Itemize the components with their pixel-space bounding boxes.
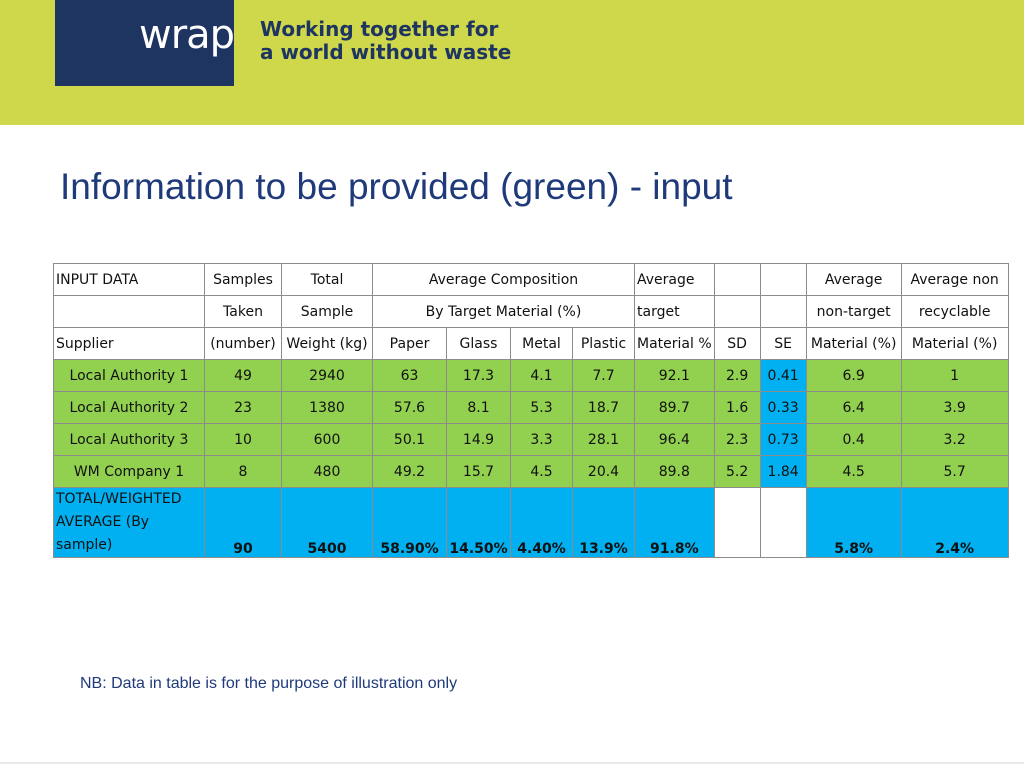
table-cell[interactable]: 1380 bbox=[282, 392, 373, 424]
supplier-cell[interactable]: Local Authority 2 bbox=[54, 392, 205, 424]
table-cell[interactable]: 2940 bbox=[282, 360, 373, 392]
header-cell: Plastic bbox=[573, 328, 635, 360]
header-cell: Supplier bbox=[54, 328, 205, 360]
table-cell[interactable]: 4.5 bbox=[806, 456, 901, 488]
header-cell: Glass bbox=[447, 328, 511, 360]
tagline-line-2: a world without waste bbox=[260, 40, 512, 64]
supplier-cell[interactable]: WM Company 1 bbox=[54, 456, 205, 488]
tagline-line-1: Working together for bbox=[260, 17, 499, 41]
table-cell[interactable]: 10 bbox=[205, 424, 282, 456]
table-cell[interactable]: 5.7 bbox=[901, 456, 1008, 488]
table-row bbox=[54, 456, 1009, 488]
table-cell[interactable]: 4.1 bbox=[511, 360, 573, 392]
table-cell[interactable]: 2.9 bbox=[714, 360, 760, 392]
slide-title: Information to be provided (green) - input bbox=[60, 166, 733, 207]
total-cell bbox=[714, 488, 760, 558]
header-cell: Average non bbox=[901, 264, 1008, 296]
table-cell[interactable]: 23 bbox=[205, 392, 282, 424]
header-cell: recyclable bbox=[901, 296, 1008, 328]
table-cell[interactable]: 89.7 bbox=[635, 392, 715, 424]
table-cell[interactable]: 2.3 bbox=[714, 424, 760, 456]
header-cell: Average bbox=[806, 264, 901, 296]
table-cell[interactable]: 89.8 bbox=[635, 456, 715, 488]
supplier-cell[interactable]: Local Authority 3 bbox=[54, 424, 205, 456]
header-row-2 bbox=[54, 296, 1009, 328]
input-data-table bbox=[53, 263, 1009, 558]
header-cell: Metal bbox=[511, 328, 573, 360]
total-cell: 5400 bbox=[282, 488, 373, 558]
header-cell: SE bbox=[760, 328, 806, 360]
header-cell: Average Composition bbox=[373, 264, 635, 296]
table-cell[interactable]: 8.1 bbox=[447, 392, 511, 424]
table-cell[interactable]: 1 bbox=[901, 360, 1008, 392]
total-cell: 13.9% bbox=[573, 488, 635, 558]
header-cell: Taken bbox=[205, 296, 282, 328]
header-cell: INPUT DATA bbox=[54, 264, 205, 296]
header-cell: Material % bbox=[635, 328, 715, 360]
table-cell[interactable]: 1.6 bbox=[714, 392, 760, 424]
header-cell bbox=[54, 296, 205, 328]
total-cell: 4.40% bbox=[511, 488, 573, 558]
table-cell[interactable]: 480 bbox=[282, 456, 373, 488]
table-row bbox=[54, 392, 1009, 424]
table-cell[interactable]: 1.84 bbox=[760, 456, 806, 488]
table-cell[interactable]: 0.33 bbox=[760, 392, 806, 424]
header-cell: Paper bbox=[373, 328, 447, 360]
table-cell[interactable]: 28.1 bbox=[573, 424, 635, 456]
total-cell bbox=[760, 488, 806, 558]
table-cell[interactable]: 0.41 bbox=[760, 360, 806, 392]
table-cell[interactable]: 17.3 bbox=[447, 360, 511, 392]
header-cell: SD bbox=[714, 328, 760, 360]
header-cell: Sample bbox=[282, 296, 373, 328]
header-cell: Material (%) bbox=[806, 328, 901, 360]
total-row bbox=[54, 488, 1009, 558]
total-cell: 58.90% bbox=[373, 488, 447, 558]
table-cell[interactable]: 3.2 bbox=[901, 424, 1008, 456]
table-cell[interactable]: 20.4 bbox=[573, 456, 635, 488]
table-cell[interactable]: 6.9 bbox=[806, 360, 901, 392]
header-cell: (number) bbox=[205, 328, 282, 360]
header-cell: target bbox=[635, 296, 715, 328]
table-cell[interactable]: 3.3 bbox=[511, 424, 573, 456]
header-cell: Material (%) bbox=[901, 328, 1008, 360]
header-cell: non-target bbox=[806, 296, 901, 328]
total-cell: 14.50% bbox=[447, 488, 511, 558]
tagline bbox=[260, 18, 511, 64]
header-cell bbox=[714, 296, 760, 328]
footer-divider bbox=[0, 762, 1024, 764]
header-cell bbox=[714, 264, 760, 296]
table-cell[interactable]: 18.7 bbox=[573, 392, 635, 424]
total-cell: 5.8% bbox=[806, 488, 901, 558]
table-cell[interactable]: 96.4 bbox=[635, 424, 715, 456]
table-cell[interactable]: 14.9 bbox=[447, 424, 511, 456]
total-label-cell: TOTAL/WEIGHTED AVERAGE (By sample) bbox=[54, 488, 205, 558]
table-cell[interactable]: 0.73 bbox=[760, 424, 806, 456]
table-cell[interactable]: 600 bbox=[282, 424, 373, 456]
table-cell[interactable]: 5.2 bbox=[714, 456, 760, 488]
table-cell[interactable]: 49.2 bbox=[373, 456, 447, 488]
total-cell: 91.8% bbox=[635, 488, 715, 558]
table-cell[interactable]: 49 bbox=[205, 360, 282, 392]
table-cell[interactable]: 57.6 bbox=[373, 392, 447, 424]
header-cell: Samples bbox=[205, 264, 282, 296]
total-cell: 2.4% bbox=[901, 488, 1008, 558]
table-cell[interactable]: 6.4 bbox=[806, 392, 901, 424]
table-cell[interactable]: 15.7 bbox=[447, 456, 511, 488]
table-cell[interactable]: 4.5 bbox=[511, 456, 573, 488]
wrap-logo[interactable] bbox=[55, 0, 234, 86]
header-cell bbox=[760, 296, 806, 328]
header-cell: By Target Material (%) bbox=[373, 296, 635, 328]
table-cell[interactable]: 7.7 bbox=[573, 360, 635, 392]
table-cell[interactable]: 63 bbox=[373, 360, 447, 392]
header-row-1 bbox=[54, 264, 1009, 296]
table-cell[interactable]: 92.1 bbox=[635, 360, 715, 392]
table-row bbox=[54, 424, 1009, 456]
table-cell[interactable]: 3.9 bbox=[901, 392, 1008, 424]
header-cell: Average bbox=[635, 264, 715, 296]
table-cell[interactable]: 8 bbox=[205, 456, 282, 488]
illustration-note: NB: Data in table is for the purpose of illustration only bbox=[80, 675, 458, 692]
supplier-cell[interactable]: Local Authority 1 bbox=[54, 360, 205, 392]
header-cell: Total bbox=[282, 264, 373, 296]
header-cell: Weight (kg) bbox=[282, 328, 373, 360]
table-cell[interactable]: 50.1 bbox=[373, 424, 447, 456]
table-cell[interactable]: 0.4 bbox=[806, 424, 901, 456]
logo-text: wrap bbox=[139, 12, 235, 58]
total-cell: 90 bbox=[205, 488, 282, 558]
table-cell[interactable]: 5.3 bbox=[511, 392, 573, 424]
header-row-3 bbox=[54, 328, 1009, 360]
table-row bbox=[54, 360, 1009, 392]
header-cell bbox=[760, 264, 806, 296]
